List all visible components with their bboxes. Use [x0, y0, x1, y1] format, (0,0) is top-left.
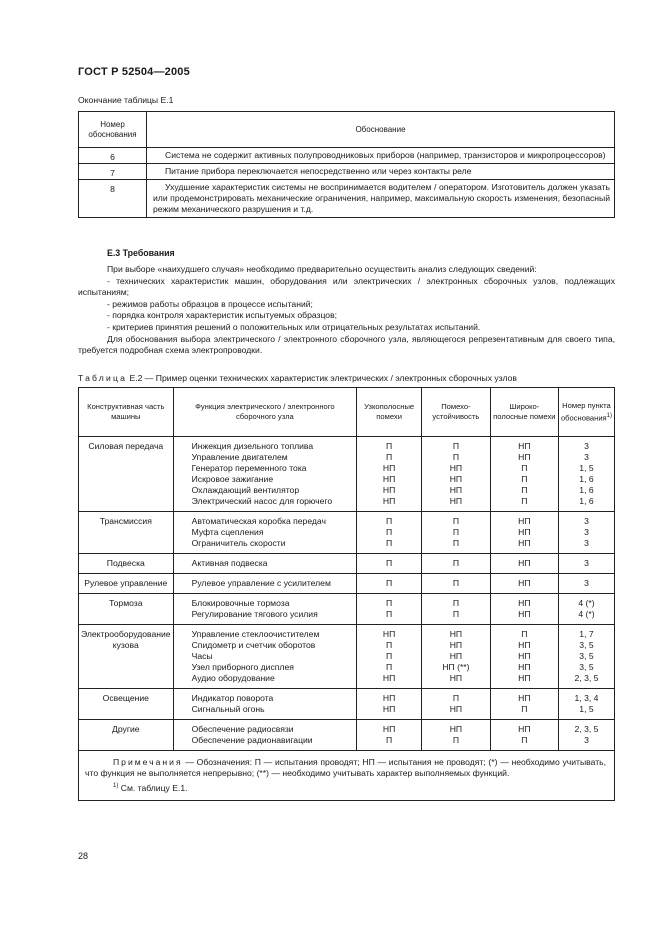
table-e2-function-entry: Регулирование тягового усилия	[191, 609, 318, 619]
table-e2-reference-value-cell	[558, 689, 614, 720]
table-e2-narrowband-value: П	[386, 651, 393, 661]
table-e2-reference-value: 3	[584, 538, 589, 548]
table-e2-function-entry: Блокировочные тормоза	[191, 598, 290, 608]
table-e2-immunity-value: НП	[449, 724, 463, 734]
table-e2-broadband-value: НП	[518, 558, 531, 568]
table-e1-number: 8	[79, 180, 147, 218]
table-e2-narrowband-value: П	[386, 538, 393, 548]
table-e2-broadband-value: П	[521, 629, 528, 639]
table-e2-reference-value: 1, 6	[579, 474, 594, 484]
table-e2-function-entry: Индикатор поворота	[191, 693, 274, 703]
table-e2-broadband-value-cell	[490, 512, 558, 554]
table-e2-header-reference	[558, 388, 614, 437]
table-e2-reference-value: 1, 7	[579, 629, 594, 639]
note-paragraph	[85, 757, 606, 779]
table-e2-immunity-value-cell	[422, 689, 491, 720]
table-e2-broadband-value: НП	[518, 693, 531, 703]
page-number: 28	[78, 851, 89, 861]
table-e2-function-entry: Охлаждающий вентилятор	[191, 485, 300, 495]
table-e2-narrowband-value-cell	[357, 512, 422, 554]
table-e2-immunity-value: П	[452, 693, 459, 703]
table-e2-broadband-value-cell	[490, 437, 558, 512]
table-e2-immunity-value: П	[452, 609, 459, 619]
table-e2-immunity-value: НП	[449, 474, 463, 484]
table-e1	[78, 111, 615, 218]
table-e2-broadband-value: НП	[518, 578, 531, 588]
table-e2	[78, 387, 615, 801]
table-e2-function-entry: Аудио оборудование	[191, 673, 275, 683]
table-e2-broadband-value: НП	[518, 516, 531, 526]
table-e2-reference-value: 1, 6	[579, 496, 594, 506]
table-e2-caption-text: Е.2 — Пример оценки технических характеристик электрических / электронных сборочных узлов	[127, 373, 517, 383]
table-e2-immunity-value: НП	[449, 651, 463, 661]
table-e2-function-entry-cell	[173, 437, 357, 512]
table-e2-immunity-value: НП	[449, 673, 463, 683]
table-e2-row	[79, 574, 615, 594]
table-e2-immunity-value-cell	[422, 574, 491, 594]
table-e2-reference-value-cell	[558, 554, 614, 574]
table-e2-reference-value: 4 (*)	[578, 609, 595, 619]
table-e2-function-entry: Спидометр и счетчик оборотов	[191, 640, 316, 650]
table-e2-function-entry: Узел приборного дисплея	[191, 662, 294, 672]
table-e2-immunity-value: П	[452, 441, 459, 451]
table-e2-narrowband-value: НП	[382, 485, 396, 495]
table-e2-narrowband-value: НП	[382, 724, 396, 734]
table-e2-narrowband-value-cell	[357, 625, 422, 689]
table-e2-function-entry-cell	[173, 594, 357, 625]
table-e2-narrowband-value: НП	[382, 629, 396, 639]
footnote-text: См. таблицу Е.1.	[118, 783, 188, 794]
table-e2-function-entry: Обеспечение радионавигации	[191, 735, 313, 745]
table-e2-function-entry: Ограничитель скорости	[191, 538, 286, 548]
table-e2-broadband-value: НП	[518, 538, 531, 548]
table-e2-narrowband-value: П	[386, 735, 393, 745]
section-title: Е.3 Требования	[107, 248, 175, 258]
table-e2-row	[79, 689, 615, 720]
table-e2-immunity-value: НП	[449, 704, 463, 714]
table-e2-broadband-value: П	[521, 485, 528, 495]
table-e2-broadband-value-cell	[490, 720, 558, 751]
table-e2-function-entry: Инжекция дизельного топлива	[191, 441, 314, 451]
table-e2-reference-value: 3	[584, 441, 589, 451]
table-e2-broadband-value: НП	[518, 452, 531, 462]
table-e1-header-number: Номер обоснования	[79, 112, 147, 148]
table-e2-function-entry: Рулевое управление с усилителем	[191, 578, 331, 588]
table-e2-broadband-value-cell	[490, 574, 558, 594]
table-e2-immunity-value-cell	[422, 437, 491, 512]
table-e2-immunity-value: П	[452, 527, 459, 537]
section-list-item: - режимов работы образцов в процессе испытаний;	[107, 298, 313, 309]
table-e2-broadband-value: П	[521, 474, 528, 484]
table-e2-narrowband-value: НП	[382, 474, 396, 484]
table-e2-narrowband-value: П	[386, 662, 393, 672]
table-e2-part: Другие	[79, 720, 174, 751]
footnote	[85, 781, 606, 794]
table-e2-row	[79, 594, 615, 625]
table-e2-reference-value-cell	[558, 512, 614, 554]
table-e2-immunity-value: НП	[449, 640, 463, 650]
table-e2-immunity-value: П	[452, 598, 459, 608]
table-e1-caption: Окончание таблицы Е.1	[78, 95, 174, 105]
footnote-mark: 1)	[113, 783, 119, 790]
table-e1-number: 6	[79, 148, 147, 164]
table-e2-reference-value-cell	[558, 594, 614, 625]
table-e2-broadband-value-cell	[490, 554, 558, 574]
table-e2-header-part: Конструктивная часть машины	[79, 388, 174, 437]
table-e2-header-function: Функция электрического / электронного сборочного узла	[173, 388, 357, 437]
table-e2-reference-value: 3, 5	[579, 662, 594, 672]
table-e2-function-entry: Активная подвеска	[191, 558, 268, 568]
table-e1-text: Система не содержит активных полупроводниковых приборов (например, транзисторов и микропроцессоров)	[147, 148, 615, 164]
table-e2-part: Подвеска	[79, 554, 174, 574]
table-e2-function-entry: Генератор переменного тока	[191, 463, 307, 473]
table-e2-narrowband-value: П	[386, 516, 393, 526]
table-e2-function-entry: Часы	[191, 651, 213, 661]
table-e2-reference-value: 1, 5	[579, 463, 594, 473]
table-e1-number: 7	[79, 164, 147, 180]
document-header: ГОСТ Р 52504—2005	[78, 66, 190, 78]
table-e2-immunity-value: П	[452, 516, 459, 526]
table-e2-header-footnote-mark: 1)	[606, 412, 613, 419]
table-e2-immunity-value: НП	[449, 485, 463, 495]
table-e2-broadband-value-cell	[490, 594, 558, 625]
table-e2-narrowband-value: П	[386, 558, 393, 568]
table-e2-function-entry-cell	[173, 625, 357, 689]
table-e2-function-entry: Искровое зажигание	[191, 474, 274, 484]
table-e2-narrowband-value: НП	[382, 704, 396, 714]
table-e2-immunity-value-cell	[422, 594, 491, 625]
table-e2-header-broadband: Широко-полосные помехи	[490, 388, 558, 437]
table-e2-reference-value: 4 (*)	[578, 598, 595, 608]
note-text: — Обозначения: П — испытания проводят; НП — испытания не проводят; (*) — необходимо учитывать, что функция не выполняется непрерывно; (**) — необходимо учитывать характер выполняемых функций.	[85, 757, 606, 779]
table-e2-reference-value: 1, 6	[579, 485, 594, 495]
table-e2-immunity-value: НП	[449, 629, 463, 639]
table-e2-narrowband-value-cell	[357, 689, 422, 720]
table-e2-narrowband-value: П	[386, 452, 393, 462]
table-e2-broadband-value: НП	[518, 662, 531, 672]
table-e2-narrowband-value: П	[386, 609, 393, 619]
table-e2-reference-value: 3	[584, 516, 589, 526]
table-e2-reference-value-cell	[558, 625, 614, 689]
table-e2-broadband-value: НП	[518, 651, 531, 661]
table-e1-text: Ухудшение характеристик системы не воспринимается водителем / оператором. Изготовитель должен указать или продемонстрировать механические ограничения, например, максимальную скорость изменения, безопасный режим механического разрушения и т.д.	[147, 180, 615, 218]
table-e2-broadband-value: НП	[518, 724, 531, 734]
table-e2-reference-value: 1, 5	[579, 704, 594, 714]
table-e2-broadband-value: П	[521, 496, 528, 506]
table-e2-broadband-value: НП	[518, 609, 531, 619]
table-e2-reference-value: 2, 3, 5	[574, 673, 599, 683]
table-e2-function-entry: Автоматическая коробка передач	[191, 516, 326, 526]
table-e2-note	[79, 751, 615, 801]
section-intro: При выборе «наихудшего случая» необходимо предварительно осуществить анализ следующих сведений:	[107, 264, 537, 274]
table-e2-function-entry-cell	[173, 512, 357, 554]
table-e2-function-entry: Управление стеклоочистителем	[191, 629, 320, 639]
table-e2-row	[79, 554, 615, 574]
table-e2-immunity-value: П	[452, 538, 459, 548]
table-e2-function-entry-cell	[173, 574, 357, 594]
table-e2-immunity-value: НП (**)	[442, 662, 470, 672]
table-e2-narrowband-value: НП	[382, 673, 396, 683]
table-e2-caption-label: Таблица	[78, 373, 128, 383]
table-e2-reference-value: 3, 5	[579, 640, 594, 650]
table-e2-reference-value-cell	[558, 574, 614, 594]
table-e2-reference-value: 3	[584, 527, 589, 537]
table-e2-reference-value-cell	[558, 720, 614, 751]
section-list-item: - критериев принятия решений о положительных или отрицательных результатах испытаний.	[107, 321, 481, 332]
table-e2-reference-value: 3, 5	[579, 651, 594, 661]
table-e2-part: Силовая передача	[79, 437, 174, 512]
table-e2-part: Тормоза	[79, 594, 174, 625]
table-e2-function-entry-cell	[173, 554, 357, 574]
table-e2-narrowband-value: П	[386, 441, 393, 451]
table-e2-function-entry: Управление двигателем	[191, 452, 288, 462]
table-e2-immunity-value: П	[452, 558, 459, 568]
table-e2-reference-value: 3	[584, 578, 589, 588]
table-e1-text: Питание прибора переключается непосредственно или через контакты реле	[147, 164, 615, 180]
table-e2-function-entry: Муфта сцепления	[191, 527, 264, 537]
section-list-item: - порядка контроля характеристик испытуемых образцов;	[107, 310, 338, 321]
table-e2-immunity-value-cell	[422, 720, 491, 751]
table-e2-reference-value: 2, 3, 5	[574, 724, 599, 734]
section-body	[78, 264, 615, 357]
table-e2-caption	[78, 373, 517, 383]
table-e2-narrowband-value: П	[386, 640, 393, 650]
table-e2-broadband-value-cell	[490, 689, 558, 720]
table-e2-reference-value-cell	[558, 437, 614, 512]
table-e2-broadband-value: НП	[518, 598, 531, 608]
table-e2-function-entry-cell	[173, 720, 357, 751]
table-e2-row	[79, 437, 615, 512]
table-e2-broadband-value: НП	[518, 441, 531, 451]
table-e2-header-reference-text: Номер пункта обоснования	[560, 400, 611, 423]
table-e2-reference-value: 1, 3, 4	[574, 693, 599, 703]
table-e2-function-entry-cell	[173, 689, 357, 720]
table-e2-row	[79, 720, 615, 751]
table-e2-header-narrowband: Узкополосные помехи	[357, 388, 422, 437]
table-e2-narrowband-value: П	[386, 578, 393, 588]
table-e2-immunity-value-cell	[422, 625, 491, 689]
table-e2-broadband-value: НП	[518, 527, 531, 537]
table-e2-narrowband-value-cell	[357, 437, 422, 512]
table-e2-reference-value: 3	[584, 558, 589, 568]
section-outro: Для обоснования выбора электрического / электронного сборочного узла, являющегося репрезентативным для своего типа, требуется подробная схема электропроводки.	[78, 333, 615, 356]
table-e2-narrowband-value: НП	[382, 496, 396, 506]
table-e2-narrowband-value: П	[386, 527, 393, 537]
table-e2-narrowband-value-cell	[357, 554, 422, 574]
table-e2-function-entry: Обеспечение радиосвязи	[191, 724, 294, 734]
table-e2-reference-value: 3	[584, 735, 589, 745]
table-e2-narrowband-value: П	[386, 598, 393, 608]
table-e2-function-entry: Сигнальный огонь	[191, 704, 265, 714]
table-e2-broadband-value-cell	[490, 625, 558, 689]
table-e2-part: Электрооборудование кузова	[79, 625, 174, 689]
table-e2-narrowband-value: НП	[382, 463, 396, 473]
table-e2-row	[79, 625, 615, 689]
table-e2-immunity-value: П	[452, 578, 459, 588]
note-label: Примечания	[113, 757, 183, 767]
table-e2-header-immunity: Помехо-устойчивость	[422, 388, 491, 437]
table-e2-row	[79, 512, 615, 554]
table-e2-note-row	[79, 751, 615, 801]
table-e2-immunity-value-cell	[422, 554, 491, 574]
table-e2-broadband-value: П	[521, 463, 528, 473]
table-e2-part: Трансмиссия	[79, 512, 174, 554]
table-e2-broadband-value: П	[521, 735, 528, 745]
table-e2-broadband-value: НП	[518, 673, 531, 683]
table-e2-part: Рулевое управление	[79, 574, 174, 594]
table-e2-narrowband-value-cell	[357, 574, 422, 594]
table-e2-narrowband-value-cell	[357, 720, 422, 751]
table-e2-narrowband-value-cell	[357, 594, 422, 625]
table-e2-broadband-value: П	[521, 704, 528, 714]
table-e2-immunity-value: НП	[449, 463, 463, 473]
section-list-item: - технических характеристик машин, оборудования или электрических / электронных сборочных узлов, подлежащих испытаниям;	[78, 275, 615, 298]
table-e2-immunity-value: НП	[449, 496, 463, 506]
table-e2-part: Освещение	[79, 689, 174, 720]
table-e2-function-entry: Электрический насос для горючего	[191, 496, 333, 506]
table-e2-immunity-value: П	[452, 735, 459, 745]
table-e2-reference-value: 3	[584, 452, 589, 462]
table-e1-header-justification: Обоснование	[147, 112, 615, 148]
table-e2-immunity-value: П	[452, 452, 459, 462]
table-e2-broadband-value: НП	[518, 640, 531, 650]
table-e2-immunity-value-cell	[422, 512, 491, 554]
table-e2-narrowband-value: НП	[382, 693, 396, 703]
